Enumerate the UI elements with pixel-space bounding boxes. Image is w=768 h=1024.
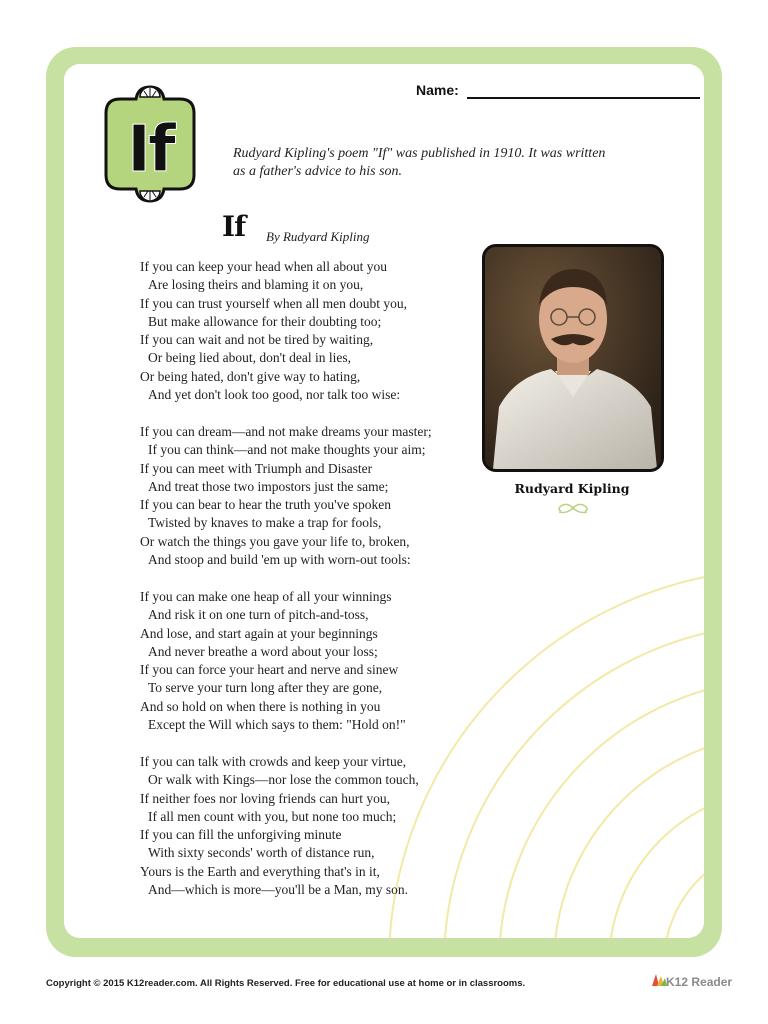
- poem-line: And lose, and start again at your beginnings: [140, 625, 378, 641]
- intro-text: Rudyard Kipling's poem "If" was published in 1910. It was written as a father's advice to his son.: [233, 146, 606, 179]
- name-label: Name:: [416, 82, 459, 98]
- poem-body: [140, 258, 480, 899]
- poem-line: And never breathe a word about your loss;: [148, 643, 378, 659]
- poem-line: Or being hated, don't give way to hating,: [140, 368, 361, 384]
- poem-line: If you can bear to hear the truth you've spoken: [140, 497, 391, 513]
- poem-line: If you can force your heart and nerve and sinew: [140, 662, 399, 678]
- kipling-portrait: [482, 244, 664, 472]
- poem-line: If you can meet with Triumph and Disaster: [140, 460, 373, 476]
- poem-line: If you can wait and not be tired by waiting,: [140, 332, 374, 348]
- poem-line: If you can think—and not make thoughts your aim;: [148, 442, 426, 458]
- poem-byline: By Rudyard Kipling: [266, 229, 370, 244]
- poem-line: Or watch the things you gave your life to, broken,: [140, 533, 410, 549]
- stanza: [140, 588, 480, 734]
- poem-line: With sixty seconds' worth of distance run,: [148, 845, 375, 861]
- poem-line: And so hold on when there is nothing in you: [140, 698, 381, 714]
- flourish-icon: [553, 500, 593, 516]
- badge-text: If: [127, 113, 173, 187]
- poem-line: And treat those two impostors just the same;: [148, 478, 389, 494]
- if-badge-icon: [100, 85, 200, 203]
- poem-line: Except the Will which says to them: "Hold on!": [148, 717, 406, 733]
- name-field-line[interactable]: [467, 97, 700, 99]
- poem-line: And—which is more—you'll be a Man, my son.: [148, 881, 409, 897]
- copyright-text: Copyright © 2015 K12reader.com. All Rights Reserved. Free for educational use at home or in classrooms.: [46, 978, 526, 989]
- portrait-image: [485, 247, 661, 469]
- stanza: [140, 258, 480, 404]
- poem-line: And risk it on one turn of pitch-and-toss,: [148, 607, 369, 623]
- poem-line: If neither foes nor loving friends can hurt you,: [140, 790, 391, 806]
- poem-line: And stoop and build 'em up with worn-out tools:: [148, 552, 411, 568]
- poem-line: But make allowance for their doubting too;: [148, 313, 382, 329]
- poem-title: If: [222, 210, 246, 243]
- poem-line: If all men count with you, but none too much;: [148, 808, 397, 824]
- poem-line: Are losing theirs and blaming it on you,: [148, 277, 364, 293]
- poem-line: If you can fill the unforgiving minute: [140, 827, 342, 843]
- stanza: [140, 423, 480, 569]
- poem-line: Or being lied about, don't deal in lies,: [148, 350, 352, 366]
- poem-line: Yours is the Earth and everything that's in it,: [140, 863, 380, 879]
- poem-line: If you can talk with crowds and keep your virtue,: [140, 753, 407, 769]
- poem-line: Or walk with Kings—nor lose the common touch,: [148, 772, 419, 788]
- poem-line: If you can keep your head when all about you: [140, 259, 388, 274]
- poem-line: And yet don't look too good, nor talk too wise:: [148, 387, 401, 403]
- stanza: [140, 753, 480, 899]
- poem-line: To serve your turn long after they are gone,: [148, 680, 383, 696]
- poem-line: Twisted by knaves to make a trap for fools,: [148, 515, 382, 531]
- poem-line: If you can trust yourself when all men doubt you,: [140, 295, 407, 311]
- portrait-caption: Rudyard Kipling: [514, 481, 630, 496]
- poem-line: If you can make one heap of all your winnings: [140, 588, 392, 604]
- k12-logo-text: K12 Reader: [666, 975, 733, 989]
- poem-line: If you can dream—and not make dreams your master;: [140, 423, 432, 439]
